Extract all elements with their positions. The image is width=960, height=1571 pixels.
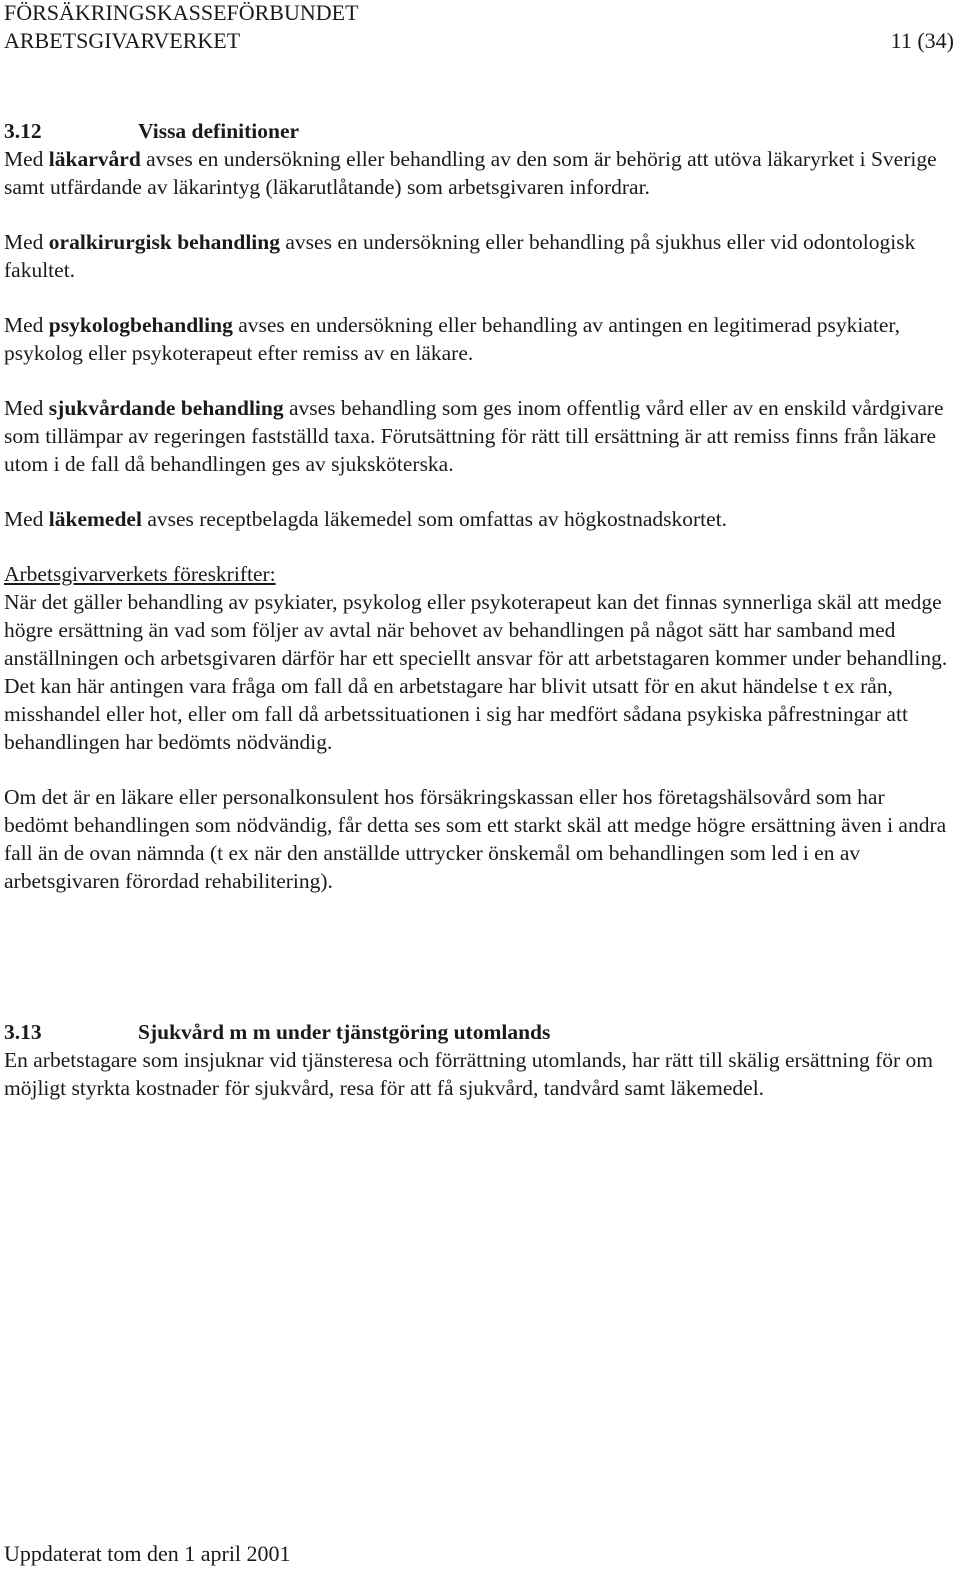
section-3-13 <box>4 1018 954 1102</box>
definition-term: läkarvård <box>48 147 141 171</box>
definition-prefix: Med <box>4 147 49 171</box>
section-title: Vissa definitioner <box>138 119 300 143</box>
regulations-paragraph-1: När det gäller behandling av psykiater, psykolog eller psykoterapeut kan det finnas synnerliga skäl att medge högre ersättning än vad som följer av avtal när behovet av behandlingen på något sätt har samband med anställningen och arbetsgivaren därför har ett speciellt ansvar för att arbetstagaren kommer under behandling. Det kan här antingen vara fråga om fall då en arbetstagare har blivit utsatt för en akut händelse t ex rån, misshandel eller hot, eller om fall då arbetssituationen i sig har medfört sådana psykiska påfrestningar att behandlingen har bedömts nödvändig. <box>4 590 948 754</box>
section-3-12 <box>4 117 954 895</box>
definition-psykologbehandling <box>4 311 954 367</box>
definition-term: läkemedel <box>48 507 142 531</box>
definition-lakemedel <box>4 505 954 533</box>
regulations-heading: Arbetsgivarverkets föreskrifter: <box>4 562 276 586</box>
definition-prefix: Med <box>4 507 49 531</box>
definition-term: oralkirurgisk behandling <box>48 230 280 254</box>
footer-updated: Uppdaterat tom den 1 april 2001 <box>4 1541 291 1566</box>
definition-term: sjukvårdande behandling <box>48 396 284 420</box>
regulations-paragraph-2: Om det är en läkare eller personalkonsulent hos försäkringskassan eller hos företagshälsovård som har bedömt behandlingen som nödvändig, får detta ses som ett starkt skäl att medge högre ersättning även i andra fall än de ovan nämnda (t ex när den anställde uttrycker önskemål om behandlingen som led i en av arbetsgivaren förordad rehabilitering). <box>4 785 947 893</box>
definition-text: avses en undersökning eller behandling av den som är behörig att utöva läkaryrket i Sverige samt utfärdande av läkarintyg (läkarutlåtande) som arbetsgivaren infordrar. <box>4 147 937 199</box>
definition-text: avses en undersökning eller behandling på sjukhus eller vid odontologisk fakultet. <box>4 230 916 282</box>
definition-lakarvard <box>4 145 954 201</box>
section-paragraph: En arbetstagare som insjuknar vid tjänsteresa och förrättning utomlands, har rätt till skälig ersättning för om möjligt styrkta kostnader för sjukvård, resa för att få sjukvård, tandvård samt läkemedel. <box>4 1048 934 1100</box>
definition-oralkirurgisk <box>4 228 954 284</box>
section-number: 3.12 <box>4 119 42 143</box>
definition-sjukvardande <box>4 394 954 478</box>
section-heading <box>4 1018 954 1046</box>
definition-text: avses behandling som ges inom offentlig vård eller av en enskild vårdgivare som tillämpar av regeringen fastställd taxa. Förutsättning för rätt till ersättning är att remiss finns från läkare utom i de fall då behandlingen ges av sjuksköterska. <box>4 396 944 476</box>
section-number: 3.13 <box>4 1020 42 1044</box>
definition-text: avses en undersökning eller behandling av antingen en legitimerad psykiater, psykolog eller psykoterapeut efter remiss av en läkare. <box>4 313 901 365</box>
header-agency: ARBETSGIVARVERKET <box>4 28 241 53</box>
page-number: 11 (34) <box>890 28 954 53</box>
definition-text: avses receptbelagda läkemedel som omfattas av högkostnadskortet. <box>141 507 728 531</box>
definition-term: psykologbehandling <box>48 313 233 337</box>
header-organization: FÖRSÄKRINGSKASSEFÖRBUNDET <box>4 0 359 25</box>
section-title: Sjukvård m m under tjänstgöring utomlands <box>138 1020 551 1044</box>
definition-prefix: Med <box>4 313 49 337</box>
section-heading <box>4 117 954 145</box>
definition-prefix: Med <box>4 230 49 254</box>
definition-prefix: Med <box>4 396 49 420</box>
